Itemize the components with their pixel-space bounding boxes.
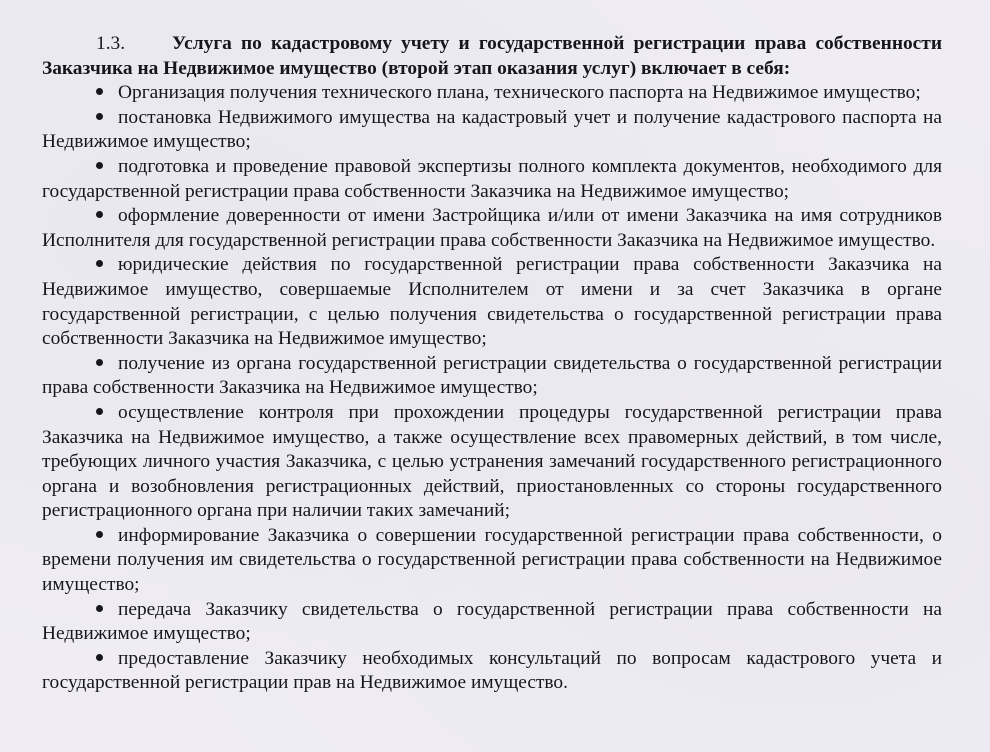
bullet-icon <box>96 524 118 549</box>
document-page <box>42 32 942 696</box>
list-item-text: передача Заказчику свидетельства о государственной регистрации права собственности на Недвижимое имущество; <box>42 598 942 645</box>
list-item <box>42 106 942 155</box>
bullet-icon <box>96 204 118 229</box>
bullet-icon <box>96 106 118 131</box>
list-item-text: юридические действия по государственной регистрации права собственности Заказчика на Недвижимое имущество, совершаемые Исполнителем от имени и за счет Заказчика в органе государственной регистрации, с целью получения свидетельства о государственной регистрации права собственности Заказчика на Недвижимое имущество; <box>42 254 942 350</box>
section-number: 1.3. <box>96 33 126 54</box>
list-item-text: подготовка и проведение правовой экспертизы полного комплекта документов, необходимого для государственной регистрации права собственности Заказчика на Недвижимое имущество; <box>42 155 942 202</box>
list-item <box>42 204 942 253</box>
list-item <box>42 253 942 351</box>
bullet-icon <box>96 647 118 672</box>
bullet-icon <box>96 253 118 278</box>
list-item-text: Организация получения технического плана, технического паспорта на Недвижимое имущество; <box>118 82 921 104</box>
list-item <box>42 524 942 598</box>
service-items-list <box>42 81 942 696</box>
section-heading <box>42 32 942 81</box>
list-item-text: информирование Заказчика о совершении государственной регистрации права собственности, о времени получения им свидетельства о государственной регистрации права собственности на Недвижимое имущество; <box>42 524 942 596</box>
list-item <box>42 598 942 647</box>
list-item-text: постановка Недвижимого имущества на кадастровый учет и получение кадастрового паспорта на Недвижимое имущество; <box>42 106 942 153</box>
list-item <box>42 647 942 696</box>
bullet-icon <box>96 352 118 377</box>
list-item <box>42 352 942 401</box>
bullet-icon <box>96 81 118 106</box>
list-item <box>42 401 942 524</box>
bullet-icon <box>96 401 118 426</box>
list-item-text: осуществление контроля при прохождении процедуры государственной регистрации права Заказчика на Недвижимое имущество, а также осуществление всех правомерных действий, в том числе, требующих личного участия Заказчика, с целью устранения замечаний государственного регистрационного органа и возобновления регистрационных действий, приостановленных со стороны государственного регистрационного органа при наличии таких замечаний; <box>42 401 942 522</box>
list-item-text: предоставление Заказчику необходимых консультаций по вопросам кадастрового учета и государственной регистрации прав на Недвижимое имущество. <box>42 647 942 694</box>
list-item <box>42 81 942 106</box>
section-title: Услуга по кадастровому учету и государственной регистрации права собственности Заказчика на Недвижимое имущество (второй этап оказания услуг) включает в себя: <box>42 33 942 79</box>
bullet-icon <box>96 598 118 623</box>
list-item-text: получение из органа государственной регистрации свидетельства о государственной регистрации права собственности Заказчика на Недвижимое имущество; <box>42 352 942 399</box>
bullet-icon <box>96 155 118 180</box>
list-item-text: оформление доверенности от имени Застройщика и/или от имени Заказчика на имя сотрудников Исполнителя для государственной регистрации права собственности Заказчика на Недвижимое имущество. <box>42 205 942 251</box>
list-item <box>42 155 942 204</box>
